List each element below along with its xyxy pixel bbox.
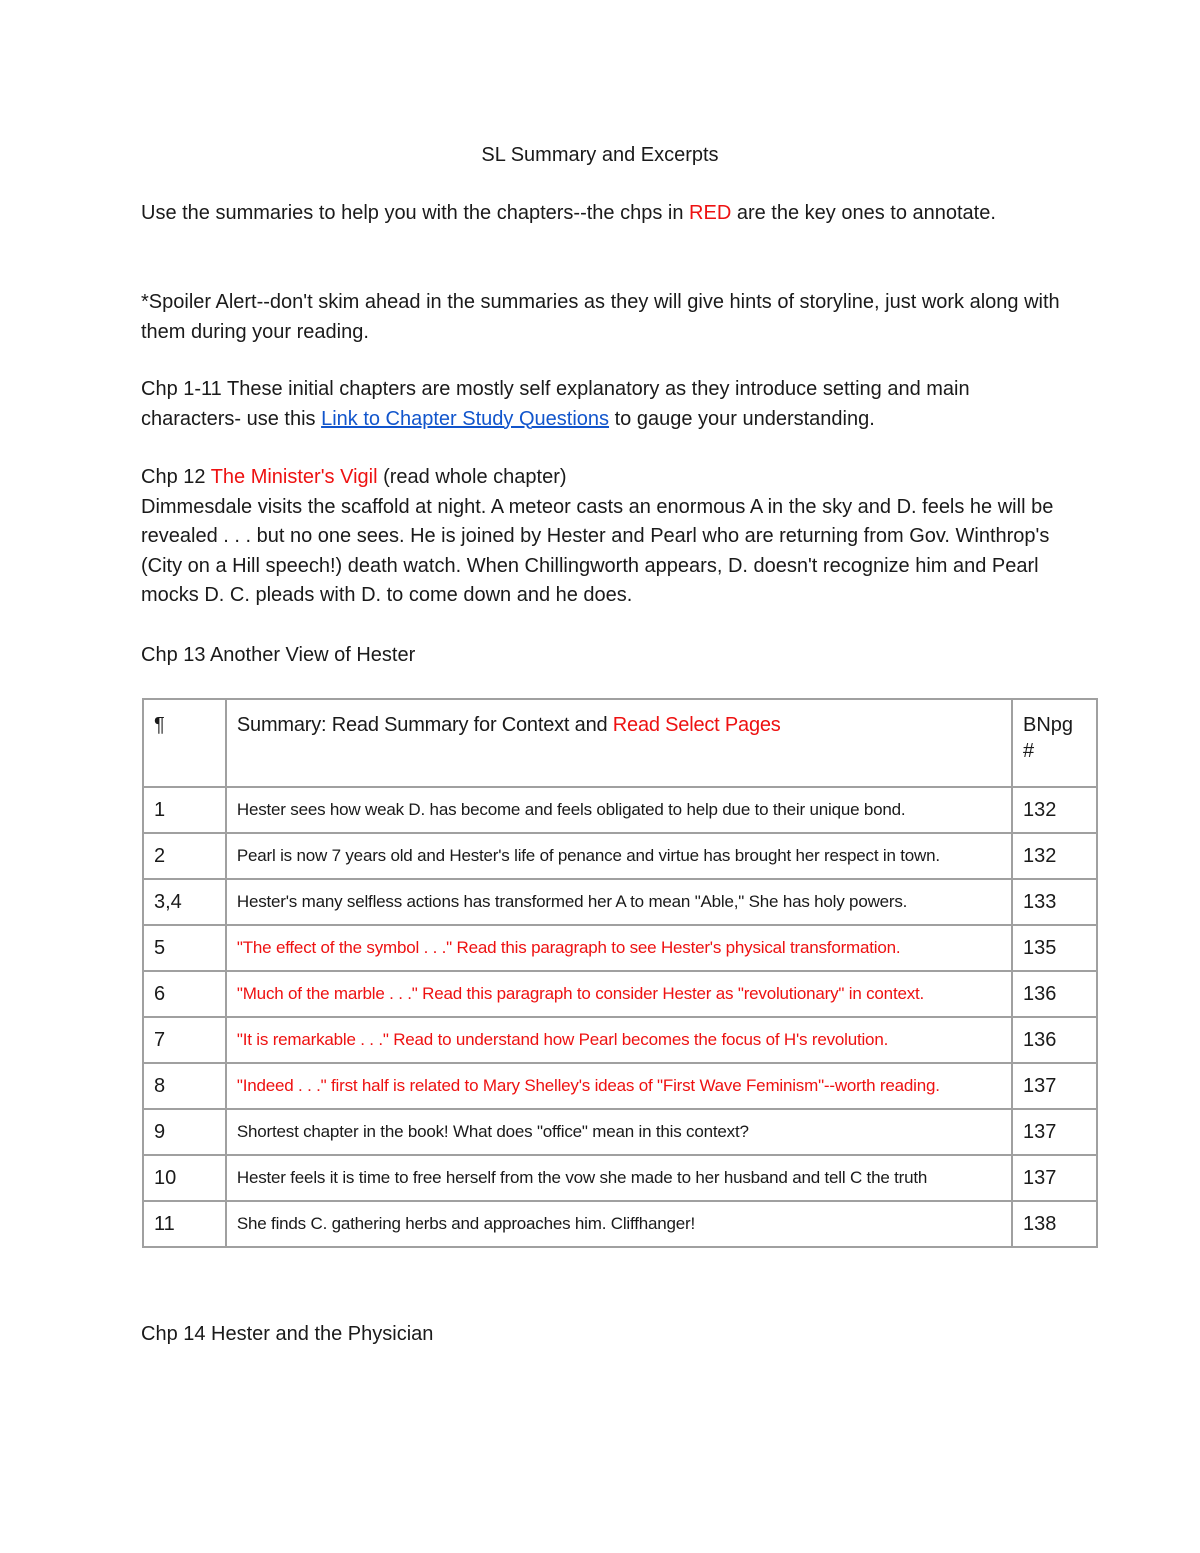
row-page: 137: [1012, 1063, 1097, 1109]
row-paragraph: 3,4: [143, 879, 226, 925]
row-paragraph: 6: [143, 971, 226, 1017]
intro-text-end: are the key ones to annotate.: [731, 202, 996, 224]
chp1-11-text-end: to gauge your understanding.: [609, 407, 875, 430]
header-summary-red: Read Select Pages: [612, 714, 781, 736]
chp14-heading: Chp 14 Hester and the Physician: [141, 1323, 434, 1345]
row-paragraph: 2: [143, 833, 226, 879]
table-header-row: [143, 699, 1097, 787]
chp12-red-title: The Minister's Vigil: [210, 466, 378, 488]
row-page: 136: [1012, 1017, 1097, 1063]
table-row: [143, 1109, 1097, 1155]
header-page: BNpg #: [1012, 699, 1097, 787]
row-summary: Shortest chapter in the book! What does "office" mean in this context?: [226, 1109, 1012, 1155]
row-page: 136: [1012, 971, 1097, 1017]
row-summary: "The effect of the symbol . . ." Read this paragraph to see Hester's physical transformation.: [226, 925, 1012, 971]
header-summary: [226, 699, 1012, 787]
row-page: 132: [1012, 833, 1097, 879]
table-row: [143, 879, 1097, 925]
chp12-section: [141, 463, 1071, 611]
intro-text: Use the summaries to help you with the chapters--the chps in: [141, 202, 690, 224]
row-summary: "It is remarkable . . ." Read to understand how Pearl becomes the focus of H's revolution.: [226, 1017, 1012, 1063]
table-row: [143, 1063, 1097, 1109]
row-summary: "Indeed . . ." first half is related to Mary Shelley's ideas of "First Wave Feminism"--worth reading.: [226, 1063, 1012, 1109]
row-paragraph: 7: [143, 1017, 226, 1063]
row-summary: She finds C. gathering herbs and approaches him. Cliffhanger!: [226, 1201, 1012, 1247]
row-page: 135: [1012, 925, 1097, 971]
table-row: [143, 1155, 1097, 1201]
header-summary-text: Summary: Read Summary for Context and: [236, 714, 613, 736]
spoiler-paragraph: *Spoiler Alert--don't skim ahead in the summaries as they will give hints of storyline, just work along with them during your reading.: [141, 291, 1060, 343]
row-paragraph: 5: [143, 925, 226, 971]
chp1-11-paragraph: [141, 375, 1071, 434]
chp12-note: (read whole chapter): [377, 466, 567, 488]
row-paragraph: 9: [143, 1109, 226, 1155]
table-row: [143, 787, 1097, 833]
intro-paragraph: [141, 199, 1071, 229]
chapter-13-table: [142, 698, 1098, 1248]
table-row: [143, 925, 1097, 971]
row-page: 132: [1012, 787, 1097, 833]
table-row: [143, 971, 1097, 1017]
row-paragraph: 1: [143, 787, 226, 833]
row-paragraph: 8: [143, 1063, 226, 1109]
table-row: [143, 1201, 1097, 1247]
chp1-11-text: Chp 1-11 These initial chapters are mostly self explanatory as they introduce setting and main characters- use this: [141, 378, 970, 430]
row-summary: "Much of the marble . . ." Read this paragraph to consider Hester as "revolutionary" in context.: [226, 971, 1012, 1017]
chp12-heading: [141, 463, 1071, 493]
row-page: 133: [1012, 879, 1097, 925]
intro-red-word: RED: [689, 202, 732, 224]
chp12-label: Chp 12: [141, 466, 211, 488]
row-summary: Hester feels it is time to free herself from the vow she made to her husband and tell C the truth: [226, 1155, 1012, 1201]
row-summary: Pearl is now 7 years old and Hester's life of penance and virtue has brought her respect in town.: [226, 833, 1012, 879]
page-title: SL Summary and Excerpts: [481, 144, 719, 166]
row-summary: Hester sees how weak D. has become and feels obligated to help due to their unique bond.: [226, 787, 1012, 833]
table-row: [143, 833, 1097, 879]
chp12-summary: Dimmesdale visits the scaffold at night. A meteor casts an enormous A in the sky and D. feels he will be revealed . . . but no one sees. He is joined by Hester and Pearl who are returning from Gov. Winthrop's (City on a Hill speech!) death watch. When Chillingworth appears, D. doesn't recognize him and Pearl mocks D. C. pleads with D. to come down and he does.: [141, 495, 1054, 606]
row-paragraph: 11: [143, 1201, 226, 1247]
row-paragraph: 10: [143, 1155, 226, 1201]
study-questions-link[interactable]: Link to Chapter Study Questions: [321, 407, 610, 430]
table-row: [143, 1017, 1097, 1063]
row-summary: Hester's many selfless actions has transformed her A to mean "Able," She has holy powers.: [226, 879, 1012, 925]
header-paragraph: ¶: [143, 699, 226, 787]
row-page: 138: [1012, 1201, 1097, 1247]
row-page: 137: [1012, 1109, 1097, 1155]
row-page: 137: [1012, 1155, 1097, 1201]
chp13-heading: Chp 13 Another View of Hester: [141, 644, 416, 666]
